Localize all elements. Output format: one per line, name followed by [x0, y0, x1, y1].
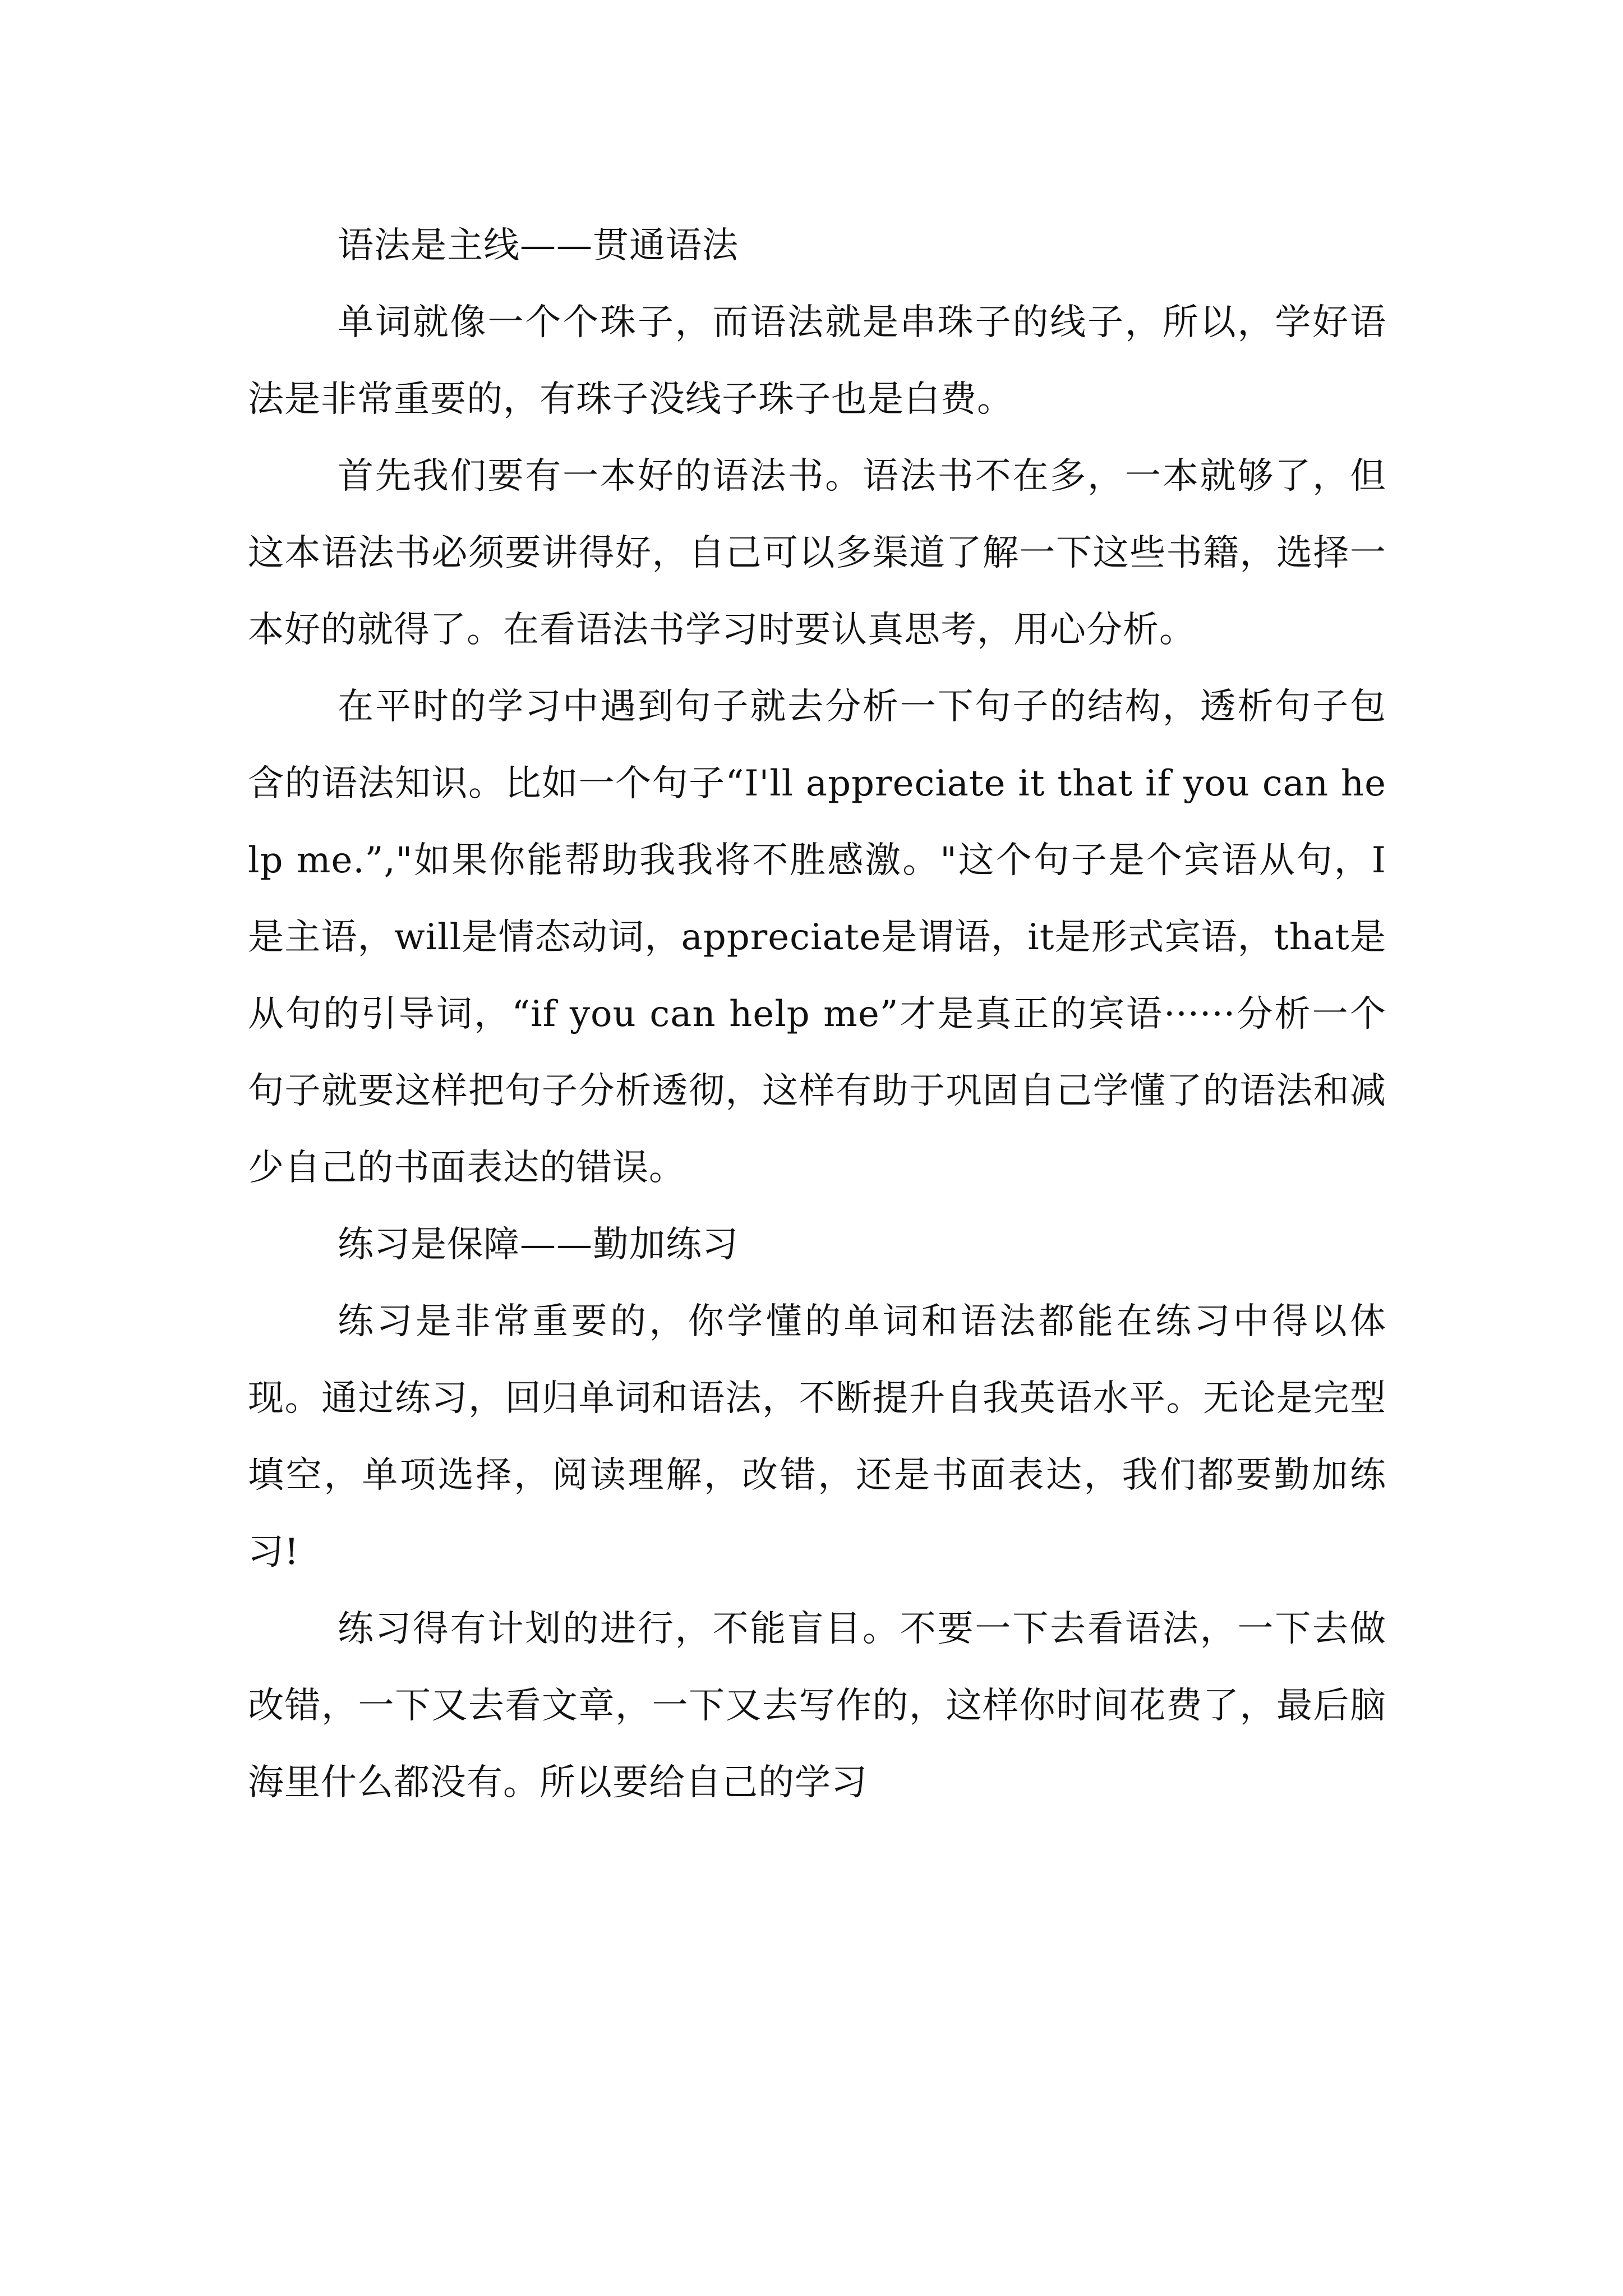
document-body	[248, 208, 1386, 1821]
paragraph-grammar-book: 首先我们要有一本好的语法书。语法书不在多，一本就够了，但这本语法书必须要讲得好，自己可以多渠道了解一下这些书籍，选择一本好的就得了。在看语法书学习时要认真思考，用心分析。	[248, 455, 1386, 651]
section-heading-grammar: 语法是主线——贯通语法	[338, 225, 739, 266]
paragraph-practice-importance: 练习是非常重要的，你学懂的单词和语法都能在练习中得以体现。通过练习，回归单词和语法，不断提升自我英语水平。无论是完型填空，单项选择，阅读理解，改错，还是书面表达，我们都要勤加练习!	[248, 1301, 1386, 1573]
paragraph-practice-plan: 练习得有计划的进行，不能盲目。不要一下去看语法，一下去做改错，一下又去看文章，一下又去写作的，这样你时间花费了，最后脑海里什么都没有。所以要给自己的学习	[248, 1608, 1386, 1803]
section-heading-practice: 练习是保障——勤加练习	[338, 1224, 739, 1266]
paragraph-sentence-analysis: 在平时的学习中遇到句子就去分析一下句子的结构，透析句子包含的语法知识。比如一个句子“I'll appreciate it that if you can help me.”,"如果你能帮助我我将不胜感激。"这个句子是个宾语从句，I是主语，will是情态动词，appreciate是谓语，it是形式宾语，that是从句的引导词，“if you can help me”才是真正的宾语······分析一个句子就要这样把句子分析透彻，这样有助于巩固自己学懂了的语法和减少自己的书面表达的错误。	[248, 686, 1386, 1189]
paragraph-grammar-intro: 单词就像一个个珠子，而语法就是串珠子的线子，所以，学好语法是非常重要的，有珠子没线子珠子也是白费。	[248, 302, 1386, 420]
